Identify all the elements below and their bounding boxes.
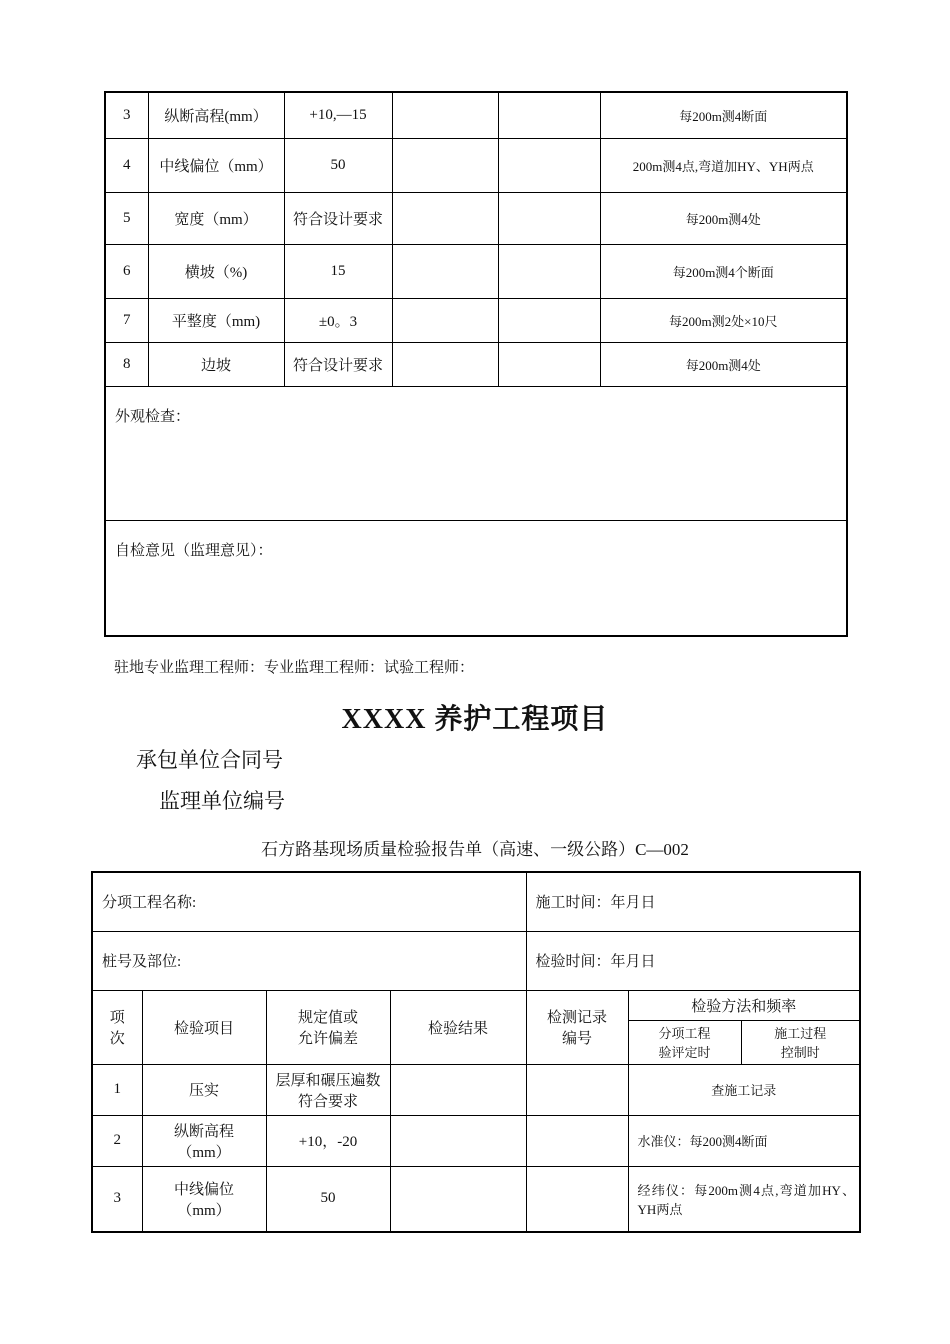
spec-value: 符合设计要求 [284, 342, 392, 386]
header-info-row [92, 872, 860, 931]
spec-value: 层厚和碾压遍数符合要求 [266, 1064, 390, 1115]
appearance-row [105, 386, 847, 520]
result-cell [390, 1064, 526, 1115]
result-cell [390, 1115, 526, 1166]
table-row [105, 138, 847, 192]
table-row [92, 1064, 860, 1115]
inspection-report-table [91, 871, 861, 1233]
form-title: 石方路基现场质量检验报告单（高速、一级公路）C—002 [261, 840, 689, 859]
record-cell [526, 1115, 628, 1166]
supervisor-number-label: 监理单位编号 [159, 789, 285, 813]
row-number: 7 [105, 298, 148, 342]
result-cell [392, 138, 498, 192]
result-cell [392, 244, 498, 298]
record-cell [526, 1166, 628, 1232]
station-location-label: 桩号及部位: [92, 931, 526, 990]
project-title: XXXX 养护工程项目 [341, 704, 609, 735]
inspection-item: 边坡 [148, 342, 284, 386]
result-cell [392, 298, 498, 342]
method-cell: 每200m测4个断面 [600, 244, 847, 298]
row-number: 4 [105, 138, 148, 192]
spec-value: 符合设计要求 [284, 192, 392, 244]
opinion-row [105, 520, 847, 636]
header-method-sub1: 分项工程 验评定时 [628, 1020, 741, 1064]
inspection-item: 平整度（mm) [148, 298, 284, 342]
row-number: 1 [92, 1064, 142, 1115]
subproject-name-label: 分项工程名称: [92, 872, 526, 931]
inspection-item: 中线偏位（mm） [148, 138, 284, 192]
header-item: 检验项目 [142, 990, 266, 1064]
spec-value: 15 [284, 244, 392, 298]
method-cell: 每200m测4处 [600, 342, 847, 386]
record-cell [526, 1064, 628, 1115]
table-row [92, 1115, 860, 1166]
header-info-row [92, 931, 860, 990]
record-cell [498, 92, 600, 138]
header-no: 项 次 [92, 990, 142, 1064]
spec-value: +10，-20 [266, 1115, 390, 1166]
method-cell: 每200m测4处 [600, 192, 847, 244]
result-cell [392, 192, 498, 244]
inspection-item: 压实 [142, 1064, 266, 1115]
record-cell [498, 244, 600, 298]
record-cell [498, 192, 600, 244]
inspection-table-continued [104, 91, 848, 637]
table-row [92, 1166, 860, 1232]
spec-value: 50 [284, 138, 392, 192]
signature-line: 驻地专业监理工程师：专业监理工程师：试验工程师： [114, 660, 475, 676]
record-cell [498, 342, 600, 386]
row-number: 8 [105, 342, 148, 386]
table-row [105, 298, 847, 342]
header-method-sub2: 施工过程 控制时 [741, 1020, 860, 1064]
contract-number-label: 承包单位合同号 [136, 748, 283, 772]
self-check-opinion-label: 自检意见（监理意见）： [105, 520, 847, 636]
spec-value: 50 [266, 1166, 390, 1232]
inspection-item: 中线偏位（mm） [142, 1166, 266, 1232]
table-row [105, 342, 847, 386]
result-cell [392, 92, 498, 138]
result-cell [390, 1166, 526, 1232]
inspection-item: 纵断高程(mm） [148, 92, 284, 138]
method-cell: 200m测4点,弯道加HY、YH两点 [600, 138, 847, 192]
header-method: 检验方法和频率 [628, 990, 860, 1020]
method-cell: 每200m测4断面 [600, 92, 847, 138]
method-cell: 经纬仪：每200m测4点,弯道加HY、YH两点 [628, 1166, 860, 1232]
appearance-check-label: 外观检查： [105, 386, 847, 520]
inspection-item: 横坡（%) [148, 244, 284, 298]
result-cell [392, 342, 498, 386]
inspection-item: 纵断高程（mm） [142, 1115, 266, 1166]
header-spec: 规定值或 允许偏差 [266, 990, 390, 1064]
header-record: 检测记录 编号 [526, 990, 628, 1064]
spec-value: ±0。3 [284, 298, 392, 342]
table-row [105, 192, 847, 244]
inspection-time-label: 检验时间：年月日 [526, 931, 860, 990]
inspection-item: 宽度（mm） [148, 192, 284, 244]
method-cell: 查施工记录 [628, 1064, 860, 1115]
spec-value: +10,—15 [284, 92, 392, 138]
construction-time-label: 施工时间：年月日 [526, 872, 860, 931]
row-number: 2 [92, 1115, 142, 1166]
table-row [105, 244, 847, 298]
record-cell [498, 138, 600, 192]
row-number: 6 [105, 244, 148, 298]
row-number: 5 [105, 192, 148, 244]
row-number: 3 [92, 1166, 142, 1232]
row-number: 3 [105, 92, 148, 138]
method-cell: 水准仪：每200测4断面 [628, 1115, 860, 1166]
method-cell: 每200m测2处×10尺 [600, 298, 847, 342]
column-header-row [92, 990, 860, 1020]
record-cell [498, 298, 600, 342]
table-row [105, 92, 847, 138]
header-result: 检验结果 [390, 990, 526, 1064]
